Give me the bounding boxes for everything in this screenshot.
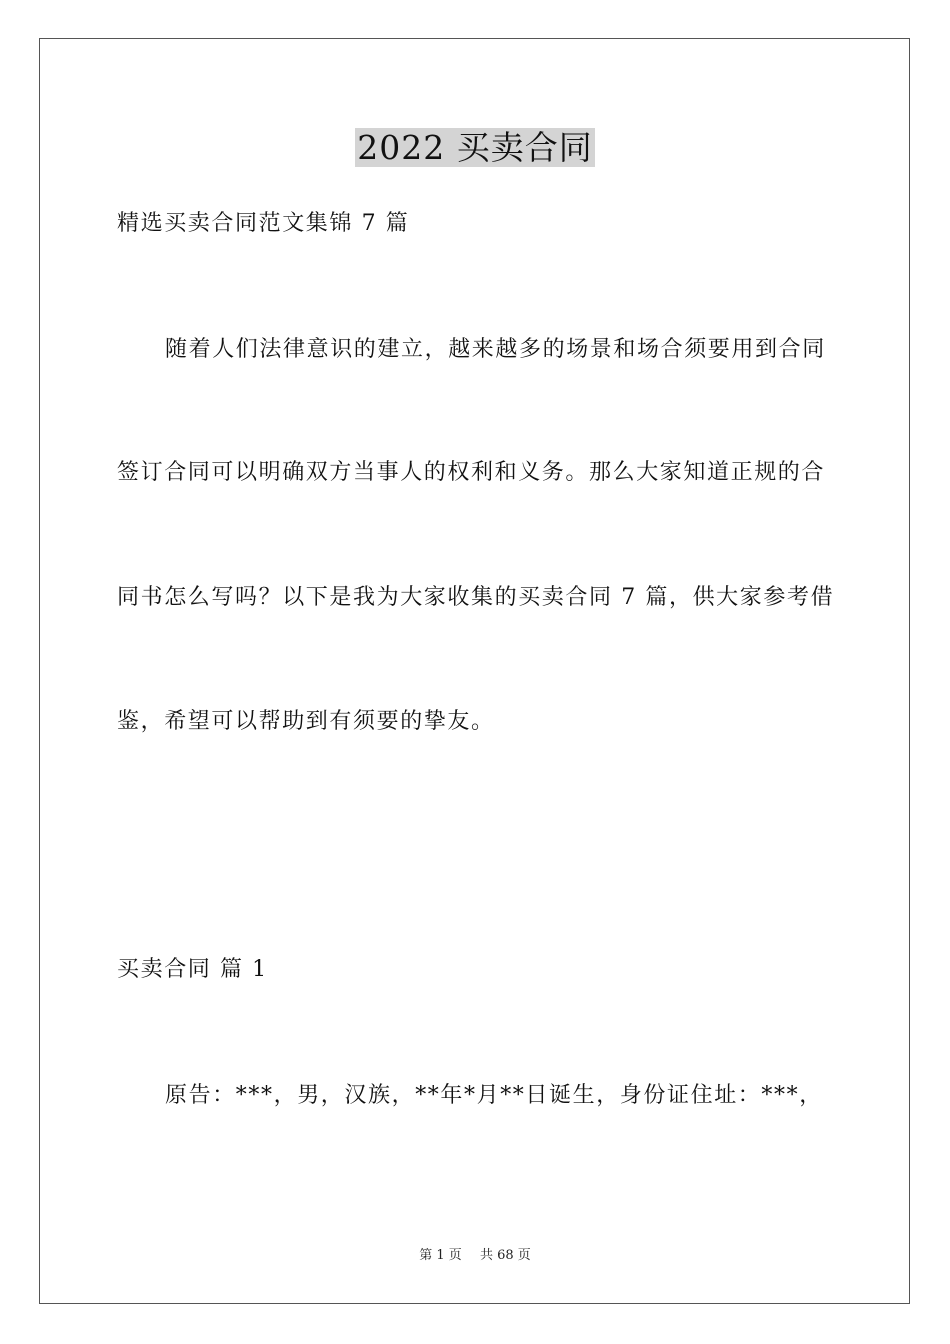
page-number: 第 1 页 xyxy=(419,1248,462,1263)
document-subtitle: 精选买卖合同范文集锦 7 篇 xyxy=(117,211,410,236)
page-total: 共 68 页 xyxy=(479,1248,531,1263)
intro-line-4: 鉴，希望可以帮助到有须要的挚友。 xyxy=(117,709,495,734)
intro-line-3: 同书怎么写吗？以下是我为大家收集的买卖合同 7 篇，供大家参考借 xyxy=(117,585,835,610)
page-footer xyxy=(0,1247,950,1265)
document-title-text: 2022 买卖合同 xyxy=(357,128,593,167)
section-heading: 买卖合同 篇 1 xyxy=(117,957,268,982)
intro-line-2: 签订合同可以明确双方当事人的权利和义务。那么大家知道正规的合 xyxy=(117,460,826,485)
plaintiff-line: 原告：***，男，汉族，**年*月**日诞生，身份证住址：***， xyxy=(165,1083,823,1108)
intro-line-1: 随着人们法律意识的建立，越来越多的场景和场合须要用到合同 xyxy=(165,337,826,362)
document-title xyxy=(0,126,950,170)
